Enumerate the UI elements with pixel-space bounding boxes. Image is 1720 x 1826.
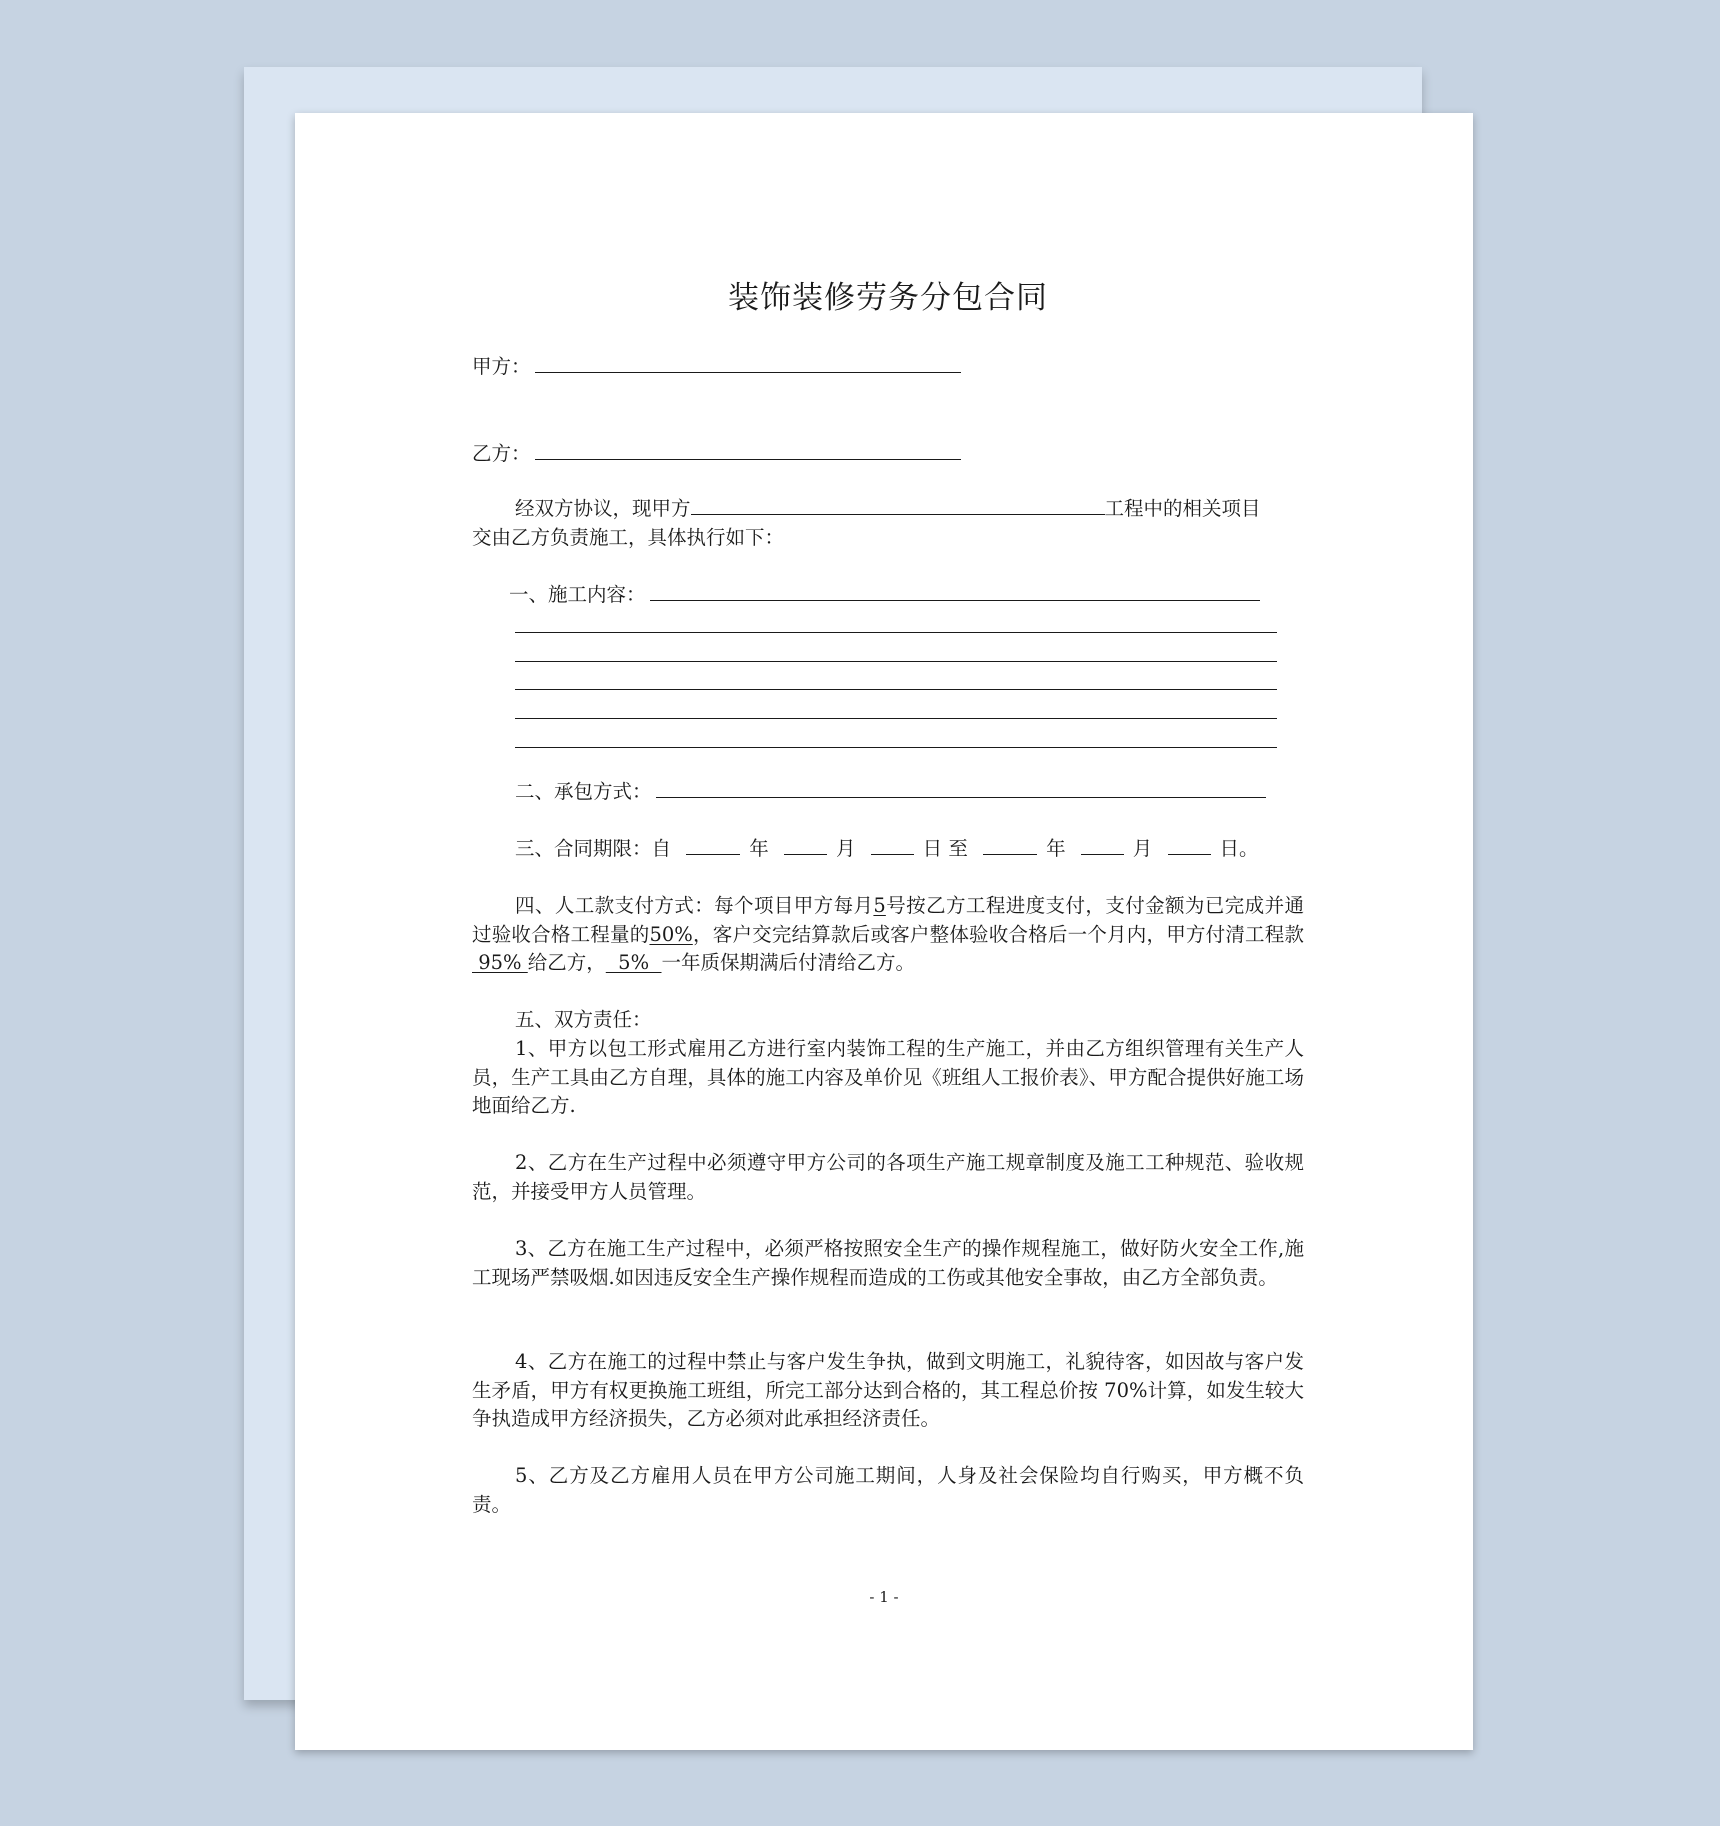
section4-paragraph (472, 892, 1304, 978)
start-day-blank (871, 836, 914, 855)
intro-part1: 经双方协议，现甲方 (515, 497, 691, 520)
section4-text-1: 四、人工款支付方式：每个项目甲方每月 (515, 894, 874, 917)
party-a-label: 甲方： (472, 355, 531, 378)
section2-line (515, 778, 1266, 807)
section4-text-5: 一年质保期满后付清给乙方。 (661, 951, 916, 974)
end-day-blank (1168, 836, 1211, 855)
progress-percent: 50% (649, 922, 693, 946)
start-month-blank (784, 836, 827, 855)
end-year-blank (983, 836, 1037, 855)
end-month-blank (1081, 836, 1124, 855)
content-line (515, 632, 1277, 633)
warranty-percent: 5% (605, 951, 662, 974)
party-b-blank (535, 441, 961, 460)
content-line (515, 661, 1277, 662)
party-b-label: 乙方： (472, 442, 531, 465)
party-a-blank (535, 354, 961, 373)
intro-line-1 (515, 495, 1261, 524)
document-page (295, 113, 1473, 1750)
start-year-blank (686, 836, 740, 855)
day-to-label: 日 至 (922, 837, 968, 860)
party-b-line (472, 440, 961, 469)
party-a-line (472, 353, 961, 382)
final-payment-percent: 95% (472, 951, 528, 974)
clause-1: 1、甲方以包工形式雇用乙方进行室内装饰工程的生产施工，并由乙方组织管理有关生产人员，生产工具由乙方自理，具体的施工内容及单价见《班组人工报价表》、甲方配合提供好施工场地面给乙方. (472, 1037, 1304, 1117)
clause-3: 3、乙方在施工生产过程中，必须严格按照安全生产的操作规程施工，做好防火安全工作,施工现场严禁吸烟.如因违反安全生产操作规程而造成的工伤或其他安全事故，由乙方全部负责。 (472, 1237, 1304, 1289)
section3-line (515, 835, 1259, 864)
section4-text-3: ，客户交完结算款后或客户整体验收合格后一个月内，甲方付清工程款 (692, 922, 1304, 946)
section3-label: 三、合同期限：自 (515, 837, 672, 860)
content-line (515, 718, 1277, 719)
month-label: 月 (1132, 837, 1153, 860)
clause-5: 5、乙方及乙方雇用人员在甲方公司施工期间，人身及社会保险均自行购买，甲方概不负责。 (472, 1464, 1304, 1516)
intro-part2: 工程中的相关项目 (1104, 497, 1261, 520)
year-label: 年 (1046, 837, 1066, 860)
content-line (515, 689, 1277, 690)
section1-line (509, 581, 1260, 610)
clause-4: 4、乙方在施工的过程中禁止与客户发生争执，做到文明施工，礼貌待客，如因故与客户发生矛盾，甲方有权更换施工班组，所完工部分达到合格的，其工程总价按 70%计算，如发生较大争执造成甲方经济损失，乙方必须对此承担经济责任。 (472, 1350, 1304, 1430)
section2-blank (656, 779, 1266, 798)
section4-text-2: 号按乙方工程进度支付，支付金额为已完成并通过验收合格工程量的 (472, 894, 1304, 946)
intro-project-blank (691, 496, 1105, 515)
section4-text-4: 给乙方， (527, 951, 606, 974)
section2-label: 二、承包方式： (515, 780, 652, 803)
month-label: 月 (835, 837, 856, 860)
section1-blank (650, 582, 1260, 601)
section5-label: 五、双方责任： (515, 1008, 652, 1031)
page-number: - 1 - (869, 1588, 899, 1606)
clause-2: 2、乙方在生产过程中必须遵守甲方公司的各项生产施工规章制度及施工工种规范、验收规范，并接受甲方人员管理。 (472, 1151, 1304, 1203)
payment-day: 5 (873, 894, 886, 917)
content-line (515, 747, 1277, 748)
intro-line-2: 交由乙方负责施工，具体执行如下： (472, 526, 785, 549)
document-title: 装饰装修劳务分包合同 (728, 280, 1048, 316)
end-label: 日。 (1219, 837, 1259, 860)
year-label: 年 (749, 837, 769, 860)
section1-label: 一、施工内容： (509, 583, 646, 606)
